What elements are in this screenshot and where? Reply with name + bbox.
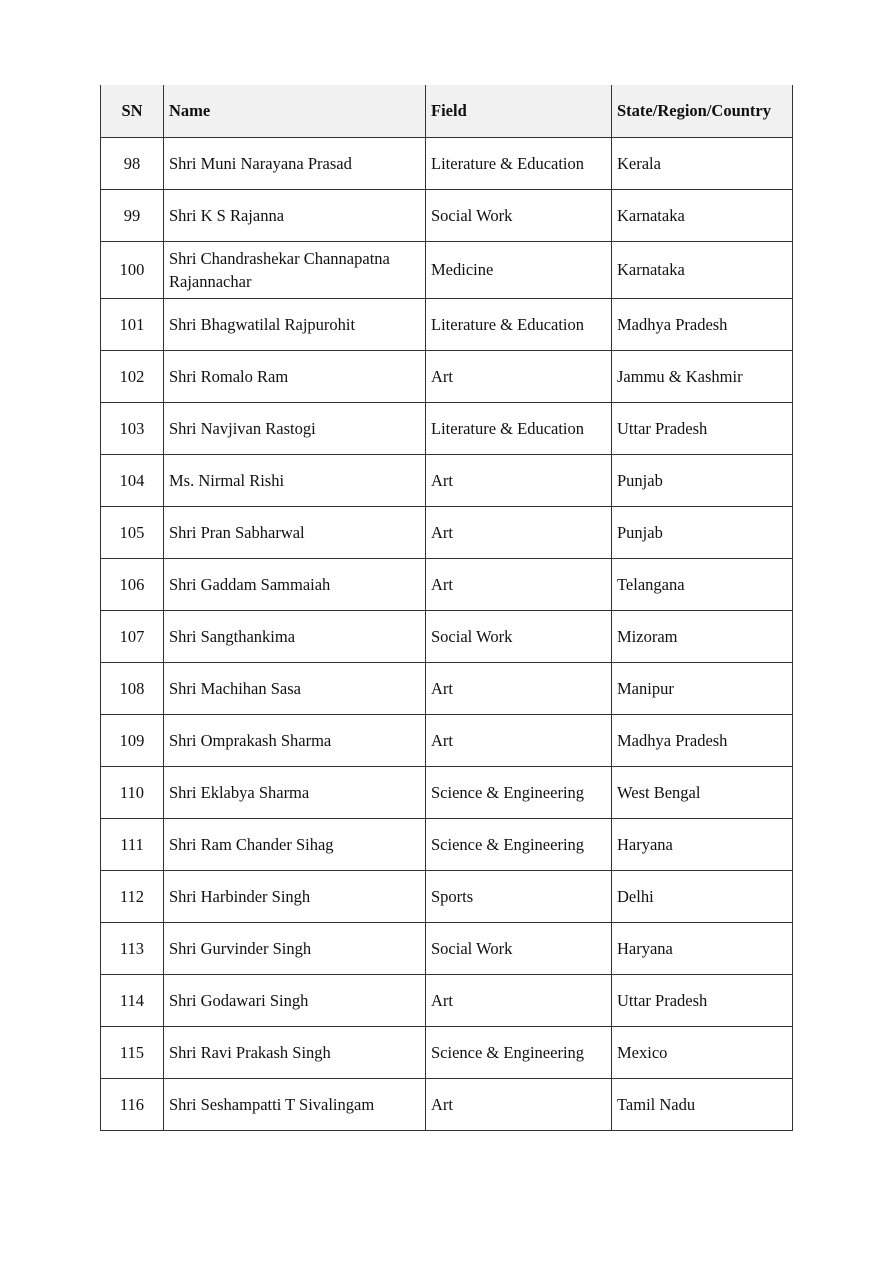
cell-field: Medicine xyxy=(426,241,612,298)
table-row xyxy=(101,1078,793,1130)
table-row xyxy=(101,870,793,922)
cell-sn: 110 xyxy=(101,766,164,818)
cell-sn: 113 xyxy=(101,922,164,974)
table-row xyxy=(101,662,793,714)
table-row xyxy=(101,506,793,558)
cell-field: Art xyxy=(426,662,612,714)
table-row xyxy=(101,298,793,350)
cell-state: Delhi xyxy=(612,870,793,922)
cell-field: Art xyxy=(426,714,612,766)
cell-name: Shri Pran Sabharwal xyxy=(164,506,426,558)
cell-state: Haryana xyxy=(612,922,793,974)
header-state: State/Region/Country xyxy=(612,85,793,137)
table-row xyxy=(101,350,793,402)
cell-sn: 101 xyxy=(101,298,164,350)
cell-name: Shri Navjivan Rastogi xyxy=(164,402,426,454)
cell-state: Manipur xyxy=(612,662,793,714)
table-header xyxy=(101,85,793,137)
cell-state: Karnataka xyxy=(612,189,793,241)
header-row xyxy=(101,85,793,137)
cell-state: Telangana xyxy=(612,558,793,610)
table-body xyxy=(101,137,793,1130)
cell-state: West Bengal xyxy=(612,766,793,818)
cell-sn: 99 xyxy=(101,189,164,241)
cell-sn: 114 xyxy=(101,974,164,1026)
cell-name: Shri Seshampatti T Sivalingam xyxy=(164,1078,426,1130)
cell-field: Literature & Education xyxy=(426,137,612,189)
cell-sn: 100 xyxy=(101,241,164,298)
table-row xyxy=(101,137,793,189)
cell-sn: 111 xyxy=(101,818,164,870)
cell-sn: 106 xyxy=(101,558,164,610)
cell-name: Shri K S Rajanna xyxy=(164,189,426,241)
cell-name: Shri Muni Narayana Prasad xyxy=(164,137,426,189)
table-row xyxy=(101,241,793,298)
cell-field: Social Work xyxy=(426,922,612,974)
table-row xyxy=(101,766,793,818)
cell-name: Shri Ravi Prakash Singh xyxy=(164,1026,426,1078)
cell-state: Haryana xyxy=(612,818,793,870)
cell-state: Tamil Nadu xyxy=(612,1078,793,1130)
cell-state: Mexico xyxy=(612,1026,793,1078)
cell-field: Art xyxy=(426,1078,612,1130)
header-field: Field xyxy=(426,85,612,137)
cell-sn: 103 xyxy=(101,402,164,454)
cell-sn: 98 xyxy=(101,137,164,189)
cell-state: Jammu & Kashmir xyxy=(612,350,793,402)
cell-field: Art xyxy=(426,454,612,506)
cell-name: Shri Harbinder Singh xyxy=(164,870,426,922)
cell-name: Shri Chandrashekar Channapatna Rajannachar xyxy=(164,241,426,298)
cell-state: Punjab xyxy=(612,454,793,506)
cell-state: Madhya Pradesh xyxy=(612,298,793,350)
cell-sn: 116 xyxy=(101,1078,164,1130)
cell-field: Science & Engineering xyxy=(426,1026,612,1078)
cell-name: Shri Eklabya Sharma xyxy=(164,766,426,818)
cell-sn: 109 xyxy=(101,714,164,766)
cell-name: Shri Gaddam Sammaiah xyxy=(164,558,426,610)
cell-field: Art xyxy=(426,506,612,558)
cell-sn: 107 xyxy=(101,610,164,662)
cell-name: Shri Sangthankima xyxy=(164,610,426,662)
cell-sn: 115 xyxy=(101,1026,164,1078)
table-row xyxy=(101,974,793,1026)
table-row xyxy=(101,402,793,454)
table-row xyxy=(101,714,793,766)
cell-field: Social Work xyxy=(426,189,612,241)
cell-name: Ms. Nirmal Rishi xyxy=(164,454,426,506)
cell-sn: 104 xyxy=(101,454,164,506)
cell-state: Karnataka xyxy=(612,241,793,298)
cell-field: Sports xyxy=(426,870,612,922)
cell-state: Mizoram xyxy=(612,610,793,662)
header-sn: SN xyxy=(101,85,164,137)
cell-state: Kerala xyxy=(612,137,793,189)
cell-field: Art xyxy=(426,558,612,610)
table-row xyxy=(101,454,793,506)
cell-name: Shri Gurvinder Singh xyxy=(164,922,426,974)
cell-name: Shri Machihan Sasa xyxy=(164,662,426,714)
header-name: Name xyxy=(164,85,426,137)
cell-sn: 105 xyxy=(101,506,164,558)
cell-sn: 112 xyxy=(101,870,164,922)
cell-name: Shri Bhagwatilal Rajpurohit xyxy=(164,298,426,350)
cell-state: Madhya Pradesh xyxy=(612,714,793,766)
cell-field: Literature & Education xyxy=(426,402,612,454)
cell-name: Shri Ram Chander Sihag xyxy=(164,818,426,870)
cell-name: Shri Omprakash Sharma xyxy=(164,714,426,766)
cell-name: Shri Godawari Singh xyxy=(164,974,426,1026)
awardees-table xyxy=(100,85,793,1131)
table-row xyxy=(101,558,793,610)
cell-field: Art xyxy=(426,350,612,402)
cell-field: Science & Engineering xyxy=(426,766,612,818)
table-row xyxy=(101,818,793,870)
cell-state: Punjab xyxy=(612,506,793,558)
table-row xyxy=(101,922,793,974)
cell-field: Art xyxy=(426,974,612,1026)
cell-state: Uttar Pradesh xyxy=(612,974,793,1026)
cell-sn: 102 xyxy=(101,350,164,402)
cell-field: Social Work xyxy=(426,610,612,662)
cell-field: Literature & Education xyxy=(426,298,612,350)
table-row xyxy=(101,610,793,662)
table-row xyxy=(101,189,793,241)
cell-sn: 108 xyxy=(101,662,164,714)
cell-name: Shri Romalo Ram xyxy=(164,350,426,402)
cell-field: Science & Engineering xyxy=(426,818,612,870)
table-row xyxy=(101,1026,793,1078)
cell-state: Uttar Pradesh xyxy=(612,402,793,454)
